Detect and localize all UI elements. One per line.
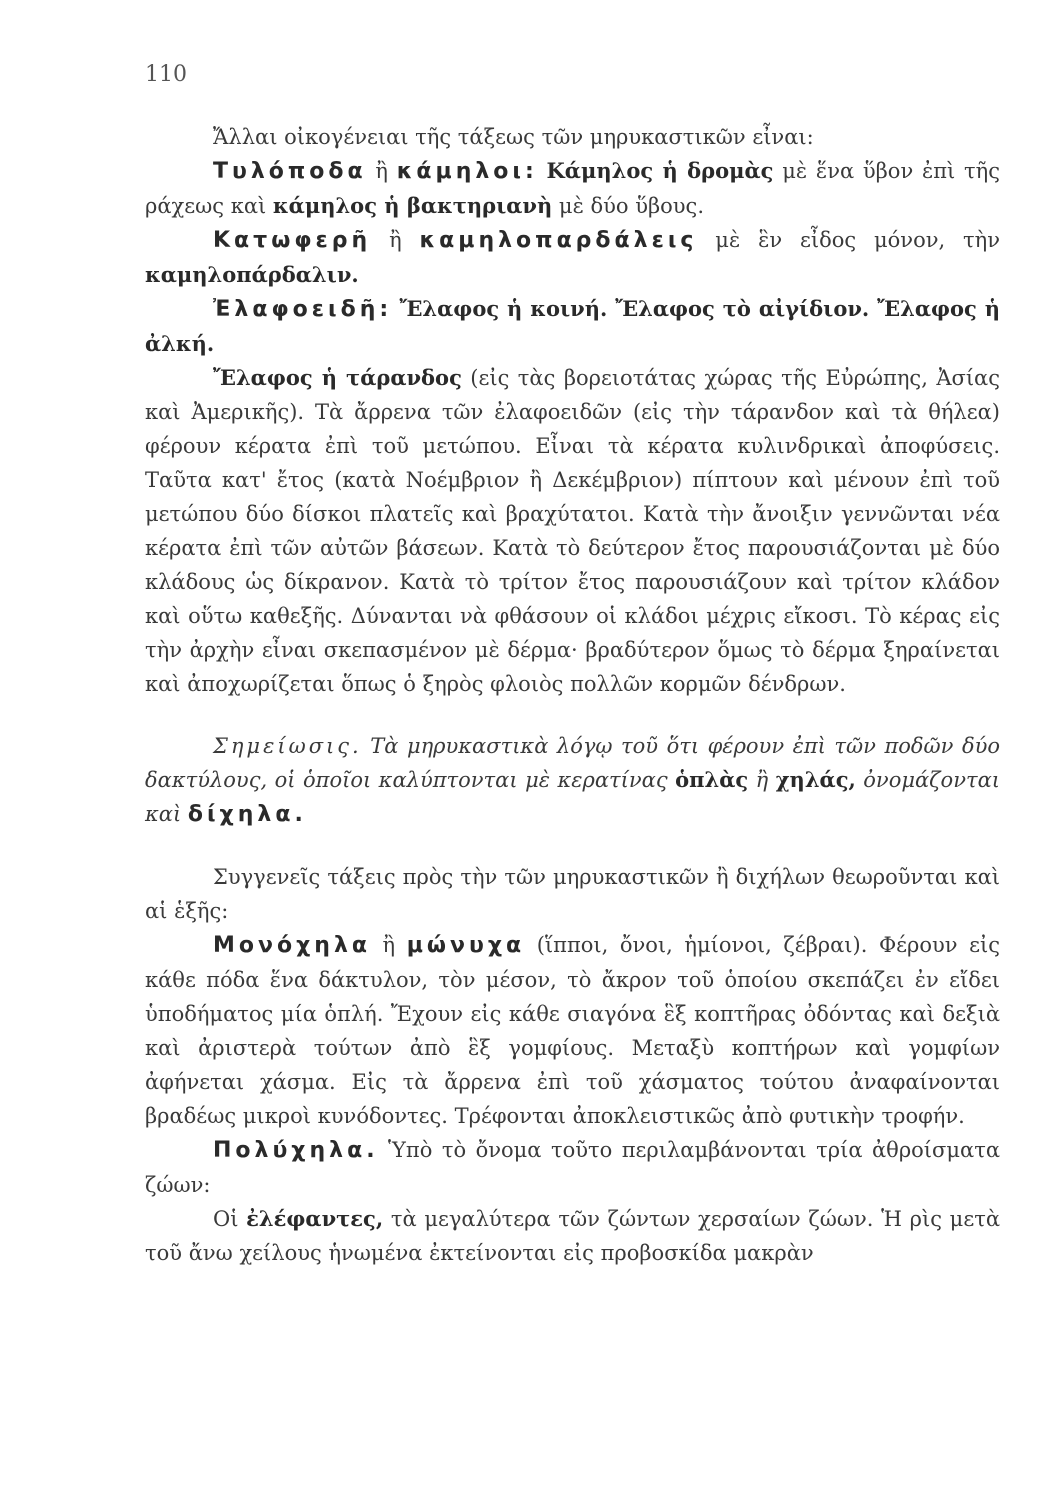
- paragraph: [145, 928, 1000, 1133]
- paragraph: [145, 1133, 1000, 1202]
- text-run: καμηλοπάρδαλιν.: [145, 262, 359, 287]
- text-run: ἢ: [371, 933, 407, 957]
- paragraph: [145, 223, 1000, 292]
- text-run: Ἔλαφος ἡ τάρανδος: [213, 365, 462, 390]
- text-run: Τὰ μηρυκαστικὰ λόγῳ τοῦ ὅτι φέρουν ἐπὶ τῶν ποδῶν δύο δακτύλους, οἱ ὁποῖοι καλύπτονται μὲ κερατίνας: [145, 734, 1000, 792]
- text-run: καμηλοπαρδάλεις: [419, 228, 698, 253]
- text-run: Ὑπὸ τὸ ὄνομα τοῦτο περιλαμβάνονται τρία ἀθροίσματα ζώων:: [145, 1138, 1000, 1197]
- paragraph: [145, 361, 1000, 701]
- text-run: Ἄλλαι οἰκογένειαι τῆς τάξεως τῶν μηρυκαστικῶν εἶναι:: [213, 125, 814, 149]
- paragraph: [145, 860, 1000, 928]
- text-run: Ἔλαφος ἡ κοινή. Ἔλαφος τὸ αἰγίδιον. Ἔλαφος ἡ ἀλκή.: [145, 296, 1000, 356]
- text-run: ὀνομάζονται καὶ: [145, 768, 1000, 826]
- paragraph: [145, 729, 1000, 832]
- text-run: ὁπλὰς: [675, 767, 749, 792]
- paragraph: [145, 1202, 1000, 1270]
- page-body: [145, 120, 1000, 1270]
- text-run: Μονόχηλα: [213, 933, 371, 958]
- text-run: μὲ ἓν εἶδος μόνον, τὴν: [697, 228, 1000, 252]
- paragraph: [145, 120, 1000, 154]
- text-run: ἢ: [371, 228, 420, 252]
- text-run: Κάμηλος ἡ δρομὰς: [546, 158, 774, 183]
- text-run: μὲ δύο ὕβους.: [552, 194, 704, 218]
- text-run: ἐλέφαντες,: [246, 1206, 384, 1231]
- text-run: κάμηλοι:: [396, 159, 538, 184]
- text-run: κάμηλος ἡ βακτηριανὴ: [272, 193, 553, 218]
- paragraph: [145, 292, 1000, 361]
- text-run: (ἵπποι, ὄνοι, ἡμίονοι, ζέβραι). Φέρουν εἰς κάθε πόδα ἕνα δάκτυλον, τὸν μέσον, τὸ ἄκρον τοῦ ὁποίου σκεπάζει ἐν εἴδει ὑποδήματος μία ὁπλή. Ἔχουν εἰς κάθε σιαγόνα ἓξ κοπτῆρας ὀδόντας καὶ δεξιὰ καὶ ἀριστερὰ τούτων ἀπὸ ἓξ γομφίους. Μεταξὺ κοπτήρων καὶ γομφίων ἀφήνεται χάσμα. Εἰς τὰ ἄρρενα ἐπὶ τοῦ χάσματος τούτου ἀναφαίνονται βραδέως μικροὶ κυνόδοντες. Τρέφονται ἀποκλειστικῶς ἀπὸ φυτικὴν τροφήν.: [145, 933, 1000, 1128]
- text-run: Σημείωσις.: [213, 734, 362, 758]
- paragraph: [145, 154, 1000, 223]
- text-run: [538, 159, 547, 183]
- paragraph-gap: [145, 832, 1000, 860]
- text-run: Πολύχηλα.: [213, 1138, 379, 1163]
- text-run: μὲ ἕνα ὕβον ἐπὶ τῆς ράχεως καὶ: [145, 159, 1000, 218]
- text-run: Συγγενεῖς τάξεις πρὸς τὴν τῶν μηρυκαστικῶν ἢ διχήλων θεωροῦνται καὶ αἱ ἑξῆς:: [145, 865, 1000, 923]
- text-run: Κατωφερῆ: [213, 228, 372, 253]
- text-run: Οἱ: [213, 1207, 247, 1231]
- paragraph-gap: [145, 701, 1000, 729]
- text-run: δίχηλα.: [187, 802, 307, 827]
- text-run: ἢ: [366, 159, 397, 183]
- text-run: (εἰς τὰς βορειοτάτας χώρας τῆς Εὐρώπης, Ἀσίας καὶ Ἀμερικῆς). Τὰ ἄρρενα τῶν ἐλαφοειδῶν (εἰς τὴν τάρανδον καὶ τὰ θήλεα) φέρουν κέρατα ἐπὶ τοῦ μετώπου. Εἶναι τὰ κέρατα κυλινδρικαὶ ἀποφύσεις. Ταῦτα κατ' ἔτος (κατὰ Νοέμβριον ἢ Δεκέμβριον) πίπτουν καὶ μένουν ἐπὶ τοῦ μετώπου δύο δίσκοι πλατεῖς καὶ βραχύτατοι. Κατὰ τὴν ἄνοιξιν γεννῶνται νέα κέρατα ἐπὶ τῶν αὐτῶν βάσεων. Κατὰ τὸ δεύτερον ἔτος παρουσιάζονται μὲ δύο κλάδους ὡς δίκρανον. Κατὰ τὸ τρίτον ἔτος παρουσιάζουν καὶ τρίτον κλάδον καὶ οὕτω καθεξῆς. Δύνανται νὰ φθάσουν οἱ κλάδοι μέχρις εἴκοσι. Τὸ κέρας εἰς τὴν ἀρχὴν εἶναι σκεπασμένον μὲ δέρμα· βραδύτερον ὅμως τὸ δέρμα ξηραίνεται καὶ ἀποχωρίζεται ὅπως ὁ ξηρὸς φλοιὸς πολλῶν κορμῶν δένδρων.: [145, 366, 1000, 696]
- text-run: χηλάς,: [775, 767, 856, 792]
- text-run: Τυλόποδα: [213, 159, 367, 184]
- page-number: 110: [145, 62, 187, 87]
- text-run: τὰ μεγαλύτερα τῶν ζώντων χερσαίων ζώων. Ἡ ρὶς μετὰ τοῦ ἄνω χείλους ἡνωμένα ἐκτείνονται εἰς προβοσκίδα μακρὰν: [145, 1207, 1000, 1265]
- text-run: Ἐλαφοειδῆ:: [213, 297, 393, 322]
- text-run: μώνυχα: [406, 933, 526, 958]
- text-run: ἢ: [748, 768, 776, 792]
